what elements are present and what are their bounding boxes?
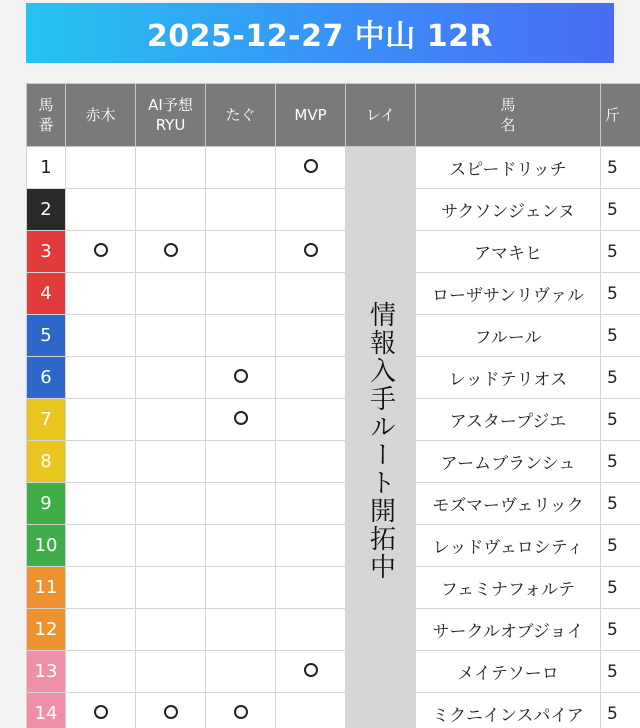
table-row bbox=[27, 315, 640, 357]
horse-number-cell: 12 bbox=[27, 609, 66, 651]
ai-mark-cell bbox=[136, 315, 206, 357]
ai-mark-cell bbox=[136, 609, 206, 651]
tagu-mark-cell bbox=[206, 441, 276, 483]
horse-number-cell: 10 bbox=[27, 525, 66, 567]
horse-number-cell: 7 bbox=[27, 399, 66, 441]
mvp-mark-cell bbox=[276, 441, 346, 483]
akagi-mark-cell bbox=[66, 189, 136, 231]
mvp-mark-cell bbox=[276, 189, 346, 231]
mvp-mark-cell bbox=[276, 567, 346, 609]
akagi-mark-cell bbox=[66, 273, 136, 315]
weight-cell: 5 bbox=[601, 189, 640, 231]
horse-name-cell: レッドテリオス bbox=[416, 357, 601, 399]
col-header-horse-number-label: 馬 番 bbox=[38, 95, 54, 134]
table-row bbox=[27, 441, 640, 483]
akagi-mark-cell bbox=[66, 357, 136, 399]
col-header-horse-number bbox=[27, 84, 66, 147]
mvp-mark-cell bbox=[276, 315, 346, 357]
ai-mark-cell bbox=[136, 693, 206, 728]
mvp-mark-cell bbox=[276, 483, 346, 525]
table-row bbox=[27, 651, 640, 693]
table-row bbox=[27, 525, 640, 567]
table-row bbox=[27, 147, 640, 189]
horse-number-cell: 1 bbox=[27, 147, 66, 189]
table-row bbox=[27, 231, 640, 273]
circle-mark-icon bbox=[94, 243, 108, 257]
table-row bbox=[27, 399, 640, 441]
mvp-mark-cell bbox=[276, 693, 346, 728]
horse-number-cell: 4 bbox=[27, 273, 66, 315]
circle-mark-icon bbox=[304, 663, 318, 677]
mvp-mark-cell bbox=[276, 651, 346, 693]
akagi-mark-cell bbox=[66, 399, 136, 441]
circle-mark-icon bbox=[94, 705, 108, 719]
col-header-weight: 斤 bbox=[601, 84, 640, 147]
horse-name-cell: アームブランシュ bbox=[416, 441, 601, 483]
horse-name-cell: ミクニインスパイア bbox=[416, 693, 601, 728]
table-row bbox=[27, 189, 640, 231]
horse-name-cell: サークルオブジョイ bbox=[416, 609, 601, 651]
col-header-akagi: 赤木 bbox=[66, 84, 136, 147]
circle-mark-icon bbox=[234, 369, 248, 383]
akagi-mark-cell bbox=[66, 441, 136, 483]
horse-name-cell: フルール bbox=[416, 315, 601, 357]
col-header-ai-ryu bbox=[136, 84, 206, 147]
weight-cell: 5 bbox=[601, 609, 640, 651]
mvp-mark-cell bbox=[276, 273, 346, 315]
mvp-mark-cell bbox=[276, 357, 346, 399]
tagu-mark-cell bbox=[206, 651, 276, 693]
race-title: 2025-12-27 中山 12R bbox=[26, 3, 614, 63]
tagu-mark-cell bbox=[206, 315, 276, 357]
lei-note-cell bbox=[346, 147, 416, 728]
ai-mark-cell bbox=[136, 399, 206, 441]
horse-name-cell: レッドヴェロシティ bbox=[416, 525, 601, 567]
ai-mark-cell bbox=[136, 441, 206, 483]
col-header-horse-name bbox=[416, 84, 601, 147]
tagu-mark-cell bbox=[206, 357, 276, 399]
horse-number-cell: 6 bbox=[27, 357, 66, 399]
tagu-mark-cell bbox=[206, 147, 276, 189]
ai-mark-cell bbox=[136, 273, 206, 315]
tagu-mark-cell bbox=[206, 273, 276, 315]
circle-mark-icon bbox=[234, 411, 248, 425]
table-header-row bbox=[27, 84, 640, 147]
horse-name-cell: モズマーヴェリック bbox=[416, 483, 601, 525]
tagu-mark-cell bbox=[206, 399, 276, 441]
akagi-mark-cell bbox=[66, 567, 136, 609]
weight-cell: 5 bbox=[601, 483, 640, 525]
tagu-mark-cell bbox=[206, 525, 276, 567]
tagu-mark-cell bbox=[206, 693, 276, 728]
mvp-mark-cell bbox=[276, 231, 346, 273]
horse-name-cell: メイテソーロ bbox=[416, 651, 601, 693]
table-row bbox=[27, 483, 640, 525]
horse-number-cell: 8 bbox=[27, 441, 66, 483]
ai-mark-cell bbox=[136, 567, 206, 609]
akagi-mark-cell bbox=[66, 525, 136, 567]
table-row bbox=[27, 357, 640, 399]
table-row bbox=[27, 609, 640, 651]
circle-mark-icon bbox=[304, 159, 318, 173]
ai-mark-cell bbox=[136, 525, 206, 567]
horse-number-cell: 9 bbox=[27, 483, 66, 525]
tagu-mark-cell bbox=[206, 567, 276, 609]
col-header-mvp: MVP bbox=[276, 84, 346, 147]
akagi-mark-cell bbox=[66, 483, 136, 525]
horse-name-cell: ローザサンリヴァル bbox=[416, 273, 601, 315]
horse-number-cell: 11 bbox=[27, 567, 66, 609]
horse-number-cell: 2 bbox=[27, 189, 66, 231]
horse-name-cell: アスタープジエ bbox=[416, 399, 601, 441]
akagi-mark-cell bbox=[66, 231, 136, 273]
horse-number-cell: 3 bbox=[27, 231, 66, 273]
mvp-mark-cell bbox=[276, 399, 346, 441]
akagi-mark-cell bbox=[66, 315, 136, 357]
weight-cell: 5 bbox=[601, 399, 640, 441]
weight-cell: 5 bbox=[601, 651, 640, 693]
col-header-tagu: たぐ bbox=[206, 84, 276, 147]
ai-mark-cell bbox=[136, 147, 206, 189]
prediction-table-container[interactable] bbox=[26, 83, 640, 728]
horse-name-cell: サクソンジェンヌ bbox=[416, 189, 601, 231]
akagi-mark-cell bbox=[66, 693, 136, 728]
weight-cell: 5 bbox=[601, 315, 640, 357]
table-row bbox=[27, 273, 640, 315]
weight-cell: 5 bbox=[601, 147, 640, 189]
mvp-mark-cell bbox=[276, 609, 346, 651]
table-body bbox=[27, 147, 640, 728]
circle-mark-icon bbox=[164, 705, 178, 719]
horse-name-cell: アマキヒ bbox=[416, 231, 601, 273]
horse-number-cell: 14 bbox=[27, 693, 66, 728]
akagi-mark-cell bbox=[66, 147, 136, 189]
tagu-mark-cell bbox=[206, 609, 276, 651]
akagi-mark-cell bbox=[66, 609, 136, 651]
col-header-horse-name-label: 馬 名 bbox=[500, 95, 516, 134]
akagi-mark-cell bbox=[66, 651, 136, 693]
weight-cell: 5 bbox=[601, 273, 640, 315]
weight-cell: 5 bbox=[601, 441, 640, 483]
horse-number-cell: 5 bbox=[27, 315, 66, 357]
ai-mark-cell bbox=[136, 483, 206, 525]
weight-cell: 5 bbox=[601, 357, 640, 399]
col-header-ai-ryu-label: AI予想 RYU bbox=[148, 95, 193, 134]
weight-cell: 5 bbox=[601, 567, 640, 609]
ai-mark-cell bbox=[136, 231, 206, 273]
circle-mark-icon bbox=[234, 705, 248, 719]
ai-mark-cell bbox=[136, 651, 206, 693]
horse-name-cell: スピードリッチ bbox=[416, 147, 601, 189]
circle-mark-icon bbox=[304, 243, 318, 257]
prediction-table bbox=[26, 83, 640, 728]
weight-cell: 5 bbox=[601, 231, 640, 273]
circle-mark-icon bbox=[164, 243, 178, 257]
horse-number-cell: 13 bbox=[27, 651, 66, 693]
ai-mark-cell bbox=[136, 189, 206, 231]
table-row bbox=[27, 567, 640, 609]
weight-cell: 5 bbox=[601, 525, 640, 567]
lei-note-text: 情報入手ルート開拓中 bbox=[365, 300, 396, 581]
tagu-mark-cell bbox=[206, 231, 276, 273]
weight-cell: 5 bbox=[601, 693, 640, 728]
col-header-lei: レイ bbox=[346, 84, 416, 147]
table-row bbox=[27, 693, 640, 728]
mvp-mark-cell bbox=[276, 147, 346, 189]
ai-mark-cell bbox=[136, 357, 206, 399]
tagu-mark-cell bbox=[206, 189, 276, 231]
tagu-mark-cell bbox=[206, 483, 276, 525]
horse-name-cell: フェミナフォルテ bbox=[416, 567, 601, 609]
mvp-mark-cell bbox=[276, 525, 346, 567]
